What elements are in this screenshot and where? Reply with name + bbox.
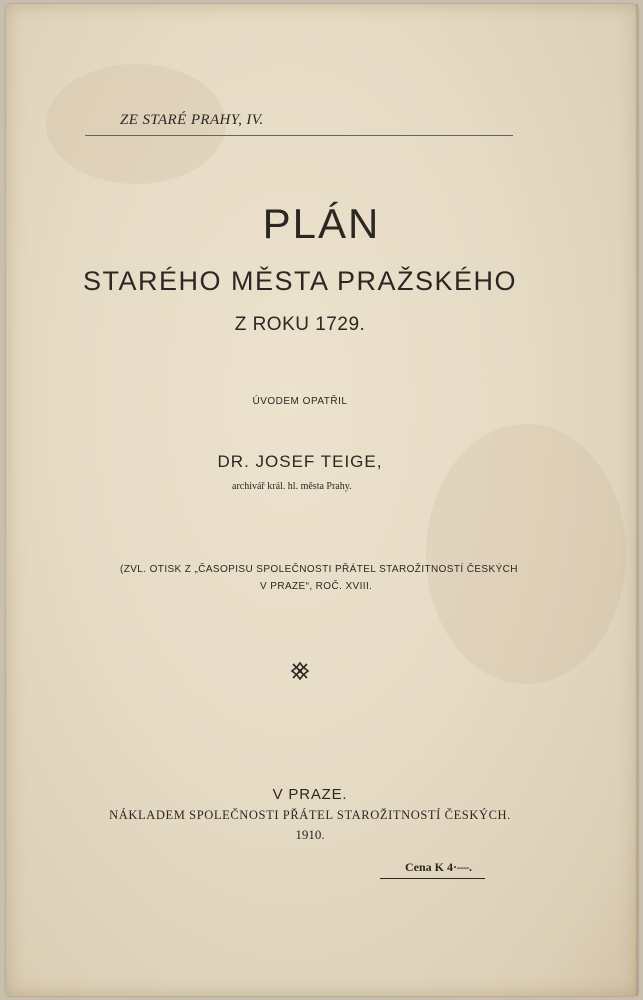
series-rule (85, 135, 513, 136)
title-year: Z ROKU 1729. (234, 314, 366, 335)
imprint-publisher: NÁKLADEM SPOLEČNOSTI PŘÁTEL STAROŽITNOSTÍ ČESKÝCH. (109, 808, 511, 822)
author-name: DR. JOSEF TEIGE, (217, 452, 383, 471)
price-rule (380, 878, 485, 879)
author-role: archivář král. hl. města Prahy. (232, 481, 352, 492)
reprint-line-2: V PRAZE“, ROČ. XVIII. (260, 581, 373, 592)
page-edge (636, 4, 638, 996)
book-cover (6, 4, 638, 996)
reprint-note (120, 561, 540, 595)
title-subtitle: STARÉHO MĚSTA PRAŽSKÉHO (82, 266, 518, 296)
title-main: PLÁN (262, 200, 381, 247)
imprint-place: V PRAZE. (272, 786, 348, 803)
quatrefoil-ornament-icon (290, 661, 310, 681)
intro-label: ÚVODEM OPATŘIL (252, 396, 348, 407)
reprint-line-1: (ZVL. OTISK Z „ČASOPISU SPOLEČNOSTI PŘÁTEL STAROŽITNOSTÍ ČESKÝCH (120, 564, 518, 575)
series-title: ZE STARÉ PRAHY, IV. (120, 112, 264, 128)
price-label: Cena K 4·—. (405, 860, 473, 874)
imprint-year: 1910. (295, 827, 325, 842)
